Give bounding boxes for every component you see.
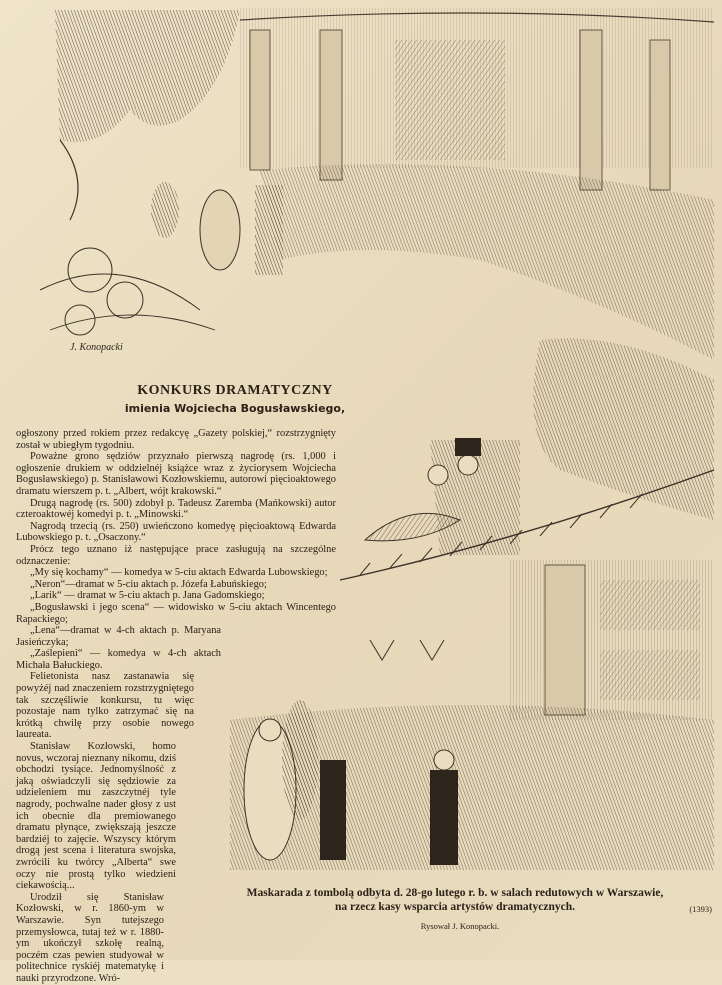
article-title: KONKURS DRAMATYCZNY — [137, 383, 333, 398]
paragraph: Nagrodą trzecią (rs. 250) uwieńczono komedyę pięcioaktową Edwarda Lubowskiego p. t. „Osaczony.“ — [16, 520, 336, 544]
flower-garland-left — [40, 248, 215, 335]
paragraph: „Zaślepieni“ — komedya w 4-ch aktach Michała Bałuckiego. — [16, 648, 221, 671]
paragraph: „Larik“ — dramat w 5-ciu aktach p. Jana Gadomskiego; — [30, 590, 265, 602]
dancing-crowd-diagonal — [428, 338, 714, 555]
ballroom-scene-top — [240, 8, 714, 360]
paragraph: Urodził się Stanisław Kozłowski, w r. 1860-ym w Warszawie. Syn tutejszego przemysłowca, tutaj też w r. 1880-ym ukończył szkołę realną, poczém czas pewien studyował w politechnice ryskiéj matematykę i nauki przyrodzone. Wró- — [16, 891, 164, 984]
artist-credit: Rysował J. Konopacki. — [420, 921, 500, 931]
paragraph: Prócz tego uznano iż następujące prace zasługują na szczególne odznaczenie: — [16, 543, 336, 567]
paragraph: „Lena“—dramat w 4-ch aktach p. Maryana Jasieńczyka; — [16, 625, 221, 648]
paragraph: Poważne grono sędziów przyznało pierwszą nagrodę (rs. 1,000 i ogłoszenie drukiem w oddzielnéj książce wraz z życiorysem Wojciecha Bogusławskiego) p. Stanisławowi Kozłowskiemu, autorowi pięcioaktowego dramatu wierszem p. t. „Albert, wójt krakowski.“ — [16, 451, 336, 497]
curtain-drape — [55, 10, 240, 220]
illustration-caption — [205, 886, 705, 914]
paragraph: „Neron“—dramat w 5-ciu aktach p. Józefa Łabuńskiego; — [30, 578, 267, 590]
caption-line: na rzecz kasy wsparcia artystów dramatycznych. — [335, 901, 575, 913]
paragraph: „My się kochamy“ — komedya w 5-ciu aktach Edwarda Lubowskiego; — [30, 567, 328, 579]
paragraph: Drugą nagrodę (rs. 500) zdobył p. Tadeusz Zaremba (Mańkowski) autor czteroaktowéj komedyi p. t. „Minowski.“ — [16, 497, 336, 521]
paragraph: Stanisław Kozłowski, homo novus, wczoraj nieznany nikomu, dziś obchodzi tysiące. Jednomyślność z jaką oświadczyli się sędziowie za udzieleniem mu zaszczytnéj tyle nagrody, pochwalne nader głosy z ust ich obecnie dla premiowanego dramatu płynące, zwiększają jeszcze bardziéj to zajęcie. Wszyscy którym drogą jest scena i literatura swojska, zwrócili ku twórcy „Alberta“ swe oczy nie prostą tylko wiedzieni ciekawością... — [16, 741, 176, 892]
artist-signature: J. Konopacki — [70, 342, 123, 353]
paragraph: ogłoszony przed rokiem przez redakcyę „Gazety polskiej,“ rozstrzygnięty został w ubiegłym tygodniu. — [16, 428, 336, 451]
paragraph: „Bogusławski i jego scena“ — widowisko w 5-ciu aktach Wincentego Rapackiego; — [16, 601, 336, 625]
seated-figures — [151, 182, 283, 275]
figure-number: (1393) — [689, 904, 712, 914]
paragraph: Felietonista nasz zastanawia się powyżéj nad znaczeniem rozstrzygniętego tak szczęśliwie konkursu, tu więc pozostaje nam tylko zatrzymać się na krótką chwilę przy osobie nowego laureata. — [16, 671, 194, 741]
caption-line: Maskarada z tombolą odbyta d. 28-go lutego r. b. w salach redutowych w Warszawie, — [246, 887, 664, 899]
article-subtitle: imienia Wojciecha Bogusławskiego, — [124, 402, 346, 415]
